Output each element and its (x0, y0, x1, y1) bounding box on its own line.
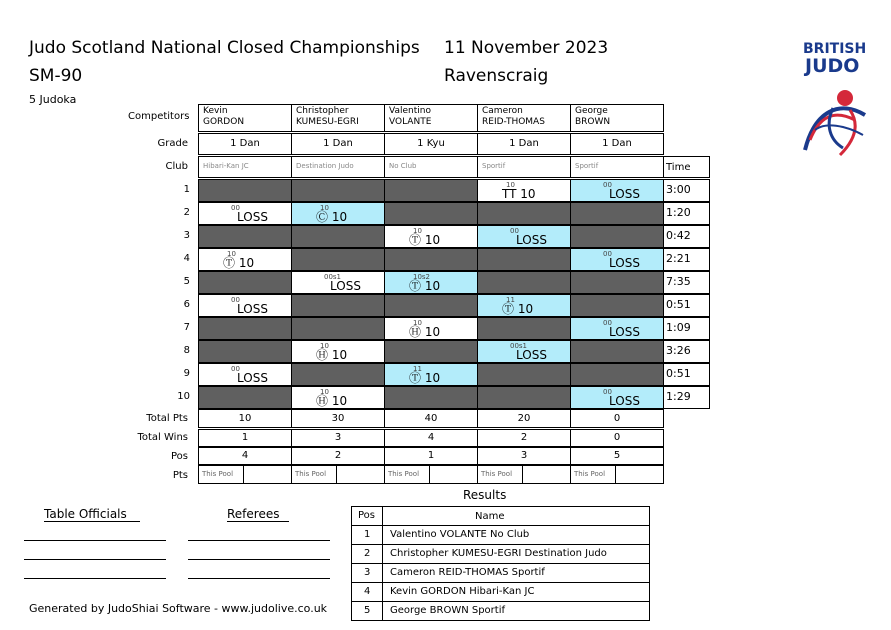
match-score: 10 (320, 204, 329, 212)
match-score: 10 (320, 342, 329, 350)
win-result: Ⓗ 10 (316, 348, 348, 362)
match-score: 10 (413, 227, 422, 235)
match-score: 00 (603, 181, 612, 189)
competitor-last-name: KUMESU-EGRI (296, 117, 359, 127)
competitor-last-name: REID-THOMAS (482, 117, 545, 127)
this-pool-label: This Pool (202, 470, 234, 478)
competitor-header (291, 104, 385, 132)
pos-label: Pos (170, 451, 188, 462)
competitor-club: Sportif (477, 156, 571, 178)
total-pts-value: 30 (291, 409, 385, 428)
total-wins-value: 0 (570, 429, 664, 447)
match-result-cell (477, 294, 571, 317)
empty-match-cell (477, 202, 571, 225)
pts-label: Pts (172, 470, 188, 481)
match-result-cell (384, 225, 478, 248)
win-result: Ⓣ 10 (223, 256, 255, 270)
match-score: 10 (413, 319, 422, 327)
position-value: 2 (291, 447, 385, 465)
empty-match-cell (198, 386, 292, 409)
match-number: 5 (183, 276, 190, 287)
match-score: 11 (506, 296, 515, 304)
competitor-club: Sportif (570, 156, 664, 178)
competitor-first-name: Christopher (296, 106, 349, 116)
competitor-last-name: GORDON (203, 117, 245, 127)
results-header-row (351, 506, 650, 526)
results-row (351, 525, 650, 545)
match-number: 2 (183, 207, 190, 218)
match-time: 1:29 (663, 386, 710, 409)
results-name: Kevin GORDON Hibari-Kan JC (390, 586, 535, 597)
competitor-last-name: VOLANTE (389, 117, 432, 127)
match-time: 0:42 (663, 225, 710, 248)
match-number: 3 (183, 230, 190, 241)
this-pool-divider (429, 466, 430, 484)
win-result: Ⓗ 10 (316, 394, 348, 408)
logo-line2: JUDO (805, 55, 860, 77)
total-pts-value: 0 (570, 409, 664, 428)
results-pos: 3 (364, 567, 371, 578)
results-pos: 5 (364, 605, 371, 616)
total-pts-value: 40 (384, 409, 478, 428)
match-score: 00 (231, 296, 240, 304)
results-col-divider (382, 545, 383, 564)
competitor-club: No Club (384, 156, 478, 178)
this-pool-divider (522, 466, 523, 484)
match-score: 00 (510, 227, 519, 235)
this-pool-cell (384, 465, 478, 484)
match-score: 00 (603, 319, 612, 327)
empty-match-cell (291, 363, 385, 386)
results-col-divider (382, 526, 383, 545)
match-score: 00 (603, 250, 612, 258)
this-pool-divider (243, 466, 244, 484)
empty-match-cell (570, 363, 664, 386)
match-time: 1:20 (663, 202, 710, 225)
total-pts-value: 10 (198, 409, 292, 428)
competitors-label: Competitors (128, 111, 190, 122)
match-time: 0:51 (663, 363, 710, 386)
loss-label: LOSS (516, 233, 547, 247)
results-col-divider (382, 583, 383, 602)
this-pool-divider (336, 466, 337, 484)
logo-line1: BRITISH (803, 41, 867, 57)
empty-match-cell (477, 317, 571, 340)
loss-label: LOSS (516, 348, 547, 362)
time-header: Time (663, 156, 710, 178)
total-pts-label: Total Pts (146, 413, 188, 424)
this-pool-cell (291, 465, 385, 484)
british-judo-logo (795, 40, 875, 160)
results-name: Cameron REID-THOMAS Sportif (390, 567, 545, 578)
empty-match-cell (570, 294, 664, 317)
competitor-header (477, 104, 571, 132)
this-pool-label: This Pool (574, 470, 606, 478)
results-name: Christopher KUMESU-EGRI Destination Judo (390, 548, 607, 559)
match-result-cell (477, 179, 571, 202)
match-result-cell (291, 386, 385, 409)
results-pos: 2 (364, 548, 371, 559)
match-result-cell (477, 340, 571, 363)
match-time: 3:00 (663, 179, 710, 202)
empty-match-cell (477, 271, 571, 294)
club-label: Club (165, 161, 188, 172)
loss-label: LOSS (330, 279, 361, 293)
empty-match-cell (477, 363, 571, 386)
empty-match-cell (198, 225, 292, 248)
results-row (351, 601, 650, 621)
match-time: 1:09 (663, 317, 710, 340)
match-result-cell (291, 271, 385, 294)
results-title: Results (463, 488, 507, 502)
total-wins-value: 4 (384, 429, 478, 447)
empty-match-cell (384, 179, 478, 202)
match-time: 3:26 (663, 340, 710, 363)
empty-match-cell (291, 294, 385, 317)
loss-label: LOSS (237, 371, 268, 385)
results-name: George BROWN Sportif (390, 605, 506, 616)
competitor-first-name: George (575, 106, 608, 116)
loss-label: LOSS (609, 256, 640, 270)
empty-match-cell (198, 317, 292, 340)
match-result-cell (384, 363, 478, 386)
page-title: Judo Scotland National Closed Championships (29, 38, 420, 58)
competitor-first-name: Kevin (203, 106, 228, 116)
match-score: 00s1 (510, 342, 528, 350)
this-pool-divider (615, 466, 616, 484)
match-score: 10 (506, 181, 515, 189)
this-pool-cell (198, 465, 292, 484)
match-score: 10 (227, 250, 236, 258)
match-score: 11 (413, 365, 422, 373)
total-pts-value: 20 (477, 409, 571, 428)
match-result-cell (291, 340, 385, 363)
empty-match-cell (384, 340, 478, 363)
signature-line (188, 540, 330, 541)
competitor-grade: 1 Dan (198, 133, 292, 155)
match-score: 10s2 (413, 273, 431, 281)
match-time: 0:51 (663, 294, 710, 317)
competitor-first-name: Valentino (389, 106, 431, 116)
win-result: Ⓣ 10 (409, 233, 441, 247)
match-score: 00 (231, 365, 240, 373)
match-result-cell (384, 317, 478, 340)
empty-match-cell (570, 340, 664, 363)
total-wins-label: Total Wins (137, 432, 188, 443)
results-name-header: Name (475, 511, 505, 522)
results-col-divider (382, 564, 383, 583)
win-result: Ⓣ 10 (502, 302, 534, 316)
signature-line (188, 578, 330, 579)
competitor-header (384, 104, 478, 132)
position-value: 3 (477, 447, 571, 465)
win-result: Ⓗ 10 (409, 325, 441, 339)
match-number: 7 (183, 322, 190, 333)
empty-match-cell (384, 202, 478, 225)
competitor-grade: 1 Dan (570, 133, 664, 155)
win-result: TT 10 (502, 187, 536, 201)
this-pool-cell (477, 465, 571, 484)
empty-match-cell (477, 248, 571, 271)
win-result: Ⓣ 10 (409, 371, 441, 385)
empty-match-cell (384, 248, 478, 271)
empty-match-cell (570, 225, 664, 248)
signature-line (24, 578, 166, 579)
match-number: 8 (183, 345, 190, 356)
win-result: Ⓣ 10 (409, 279, 441, 293)
results-pos: 4 (364, 586, 371, 597)
empty-match-cell (570, 271, 664, 294)
match-score: 00s1 (324, 273, 342, 281)
empty-match-cell (291, 317, 385, 340)
empty-match-cell (198, 271, 292, 294)
competitor-grade: 1 Dan (477, 133, 571, 155)
match-result-cell (198, 202, 292, 225)
loss-label: LOSS (609, 394, 640, 408)
competitor-club: Hibari-Kan JC (198, 156, 292, 178)
results-pos: 1 (364, 529, 371, 540)
match-result-cell (198, 363, 292, 386)
results-row (351, 544, 650, 564)
position-value: 4 (198, 447, 292, 465)
empty-match-cell (291, 179, 385, 202)
results-pos-header: Pos (358, 510, 376, 521)
results-row (351, 582, 650, 602)
loss-label: LOSS (237, 302, 268, 316)
empty-match-cell (570, 202, 664, 225)
competitor-club: Destination Judo (291, 156, 385, 178)
total-wins-value: 3 (291, 429, 385, 447)
this-pool-label: This Pool (388, 470, 420, 478)
this-pool-cell (570, 465, 664, 484)
match-score: 10 (320, 388, 329, 396)
match-number: 6 (183, 299, 190, 310)
position-value: 1 (384, 447, 478, 465)
signature-line (24, 559, 166, 560)
empty-match-cell (291, 248, 385, 271)
match-score: 00 (603, 388, 612, 396)
match-time: 7:35 (663, 271, 710, 294)
match-score: 00 (231, 204, 240, 212)
total-wins-value: 1 (198, 429, 292, 447)
match-result-cell (291, 202, 385, 225)
grade-label: Grade (157, 138, 188, 149)
match-result-cell (570, 179, 664, 202)
competitor-grade: 1 Kyu (384, 133, 478, 155)
venue: Ravenscraig (444, 66, 549, 86)
match-number: 4 (183, 253, 190, 264)
loss-label: LOSS (609, 325, 640, 339)
loss-label: LOSS (609, 187, 640, 201)
judoka-count: 5 Judoka (29, 93, 77, 106)
match-number: 1 (183, 184, 190, 195)
match-number: 10 (177, 391, 190, 402)
match-result-cell (477, 225, 571, 248)
this-pool-label: This Pool (295, 470, 327, 478)
total-wins-value: 2 (477, 429, 571, 447)
match-result-cell (570, 248, 664, 271)
match-result-cell (570, 317, 664, 340)
referees-label: Referees (227, 507, 289, 522)
footer-credit: Generated by JudoShiai Software - www.judolive.co.uk (29, 602, 328, 615)
competitor-last-name: BROWN (575, 117, 611, 127)
empty-match-cell (198, 340, 292, 363)
table-officials-label: Table Officials (44, 507, 140, 522)
results-col-divider (382, 602, 383, 621)
competitor-header (570, 104, 664, 132)
event-date: 11 November 2023 (444, 38, 609, 58)
signature-line (188, 559, 330, 560)
position-value: 5 (570, 447, 664, 465)
competitor-header (198, 104, 292, 132)
judo-figure-icon (795, 80, 875, 160)
competitor-first-name: Cameron (482, 106, 523, 116)
empty-match-cell (198, 179, 292, 202)
results-row (351, 563, 650, 583)
match-result-cell (198, 294, 292, 317)
win-result: Ⓒ 10 (316, 210, 348, 224)
match-time: 2:21 (663, 248, 710, 271)
empty-match-cell (384, 294, 478, 317)
match-result-cell (384, 271, 478, 294)
this-pool-label: This Pool (481, 470, 513, 478)
competitor-grade: 1 Dan (291, 133, 385, 155)
match-result-cell (198, 248, 292, 271)
results-col-divider (382, 507, 383, 526)
empty-match-cell (291, 225, 385, 248)
weight-category: SM-90 (29, 66, 83, 86)
match-number: 9 (183, 368, 190, 379)
loss-label: LOSS (237, 210, 268, 224)
empty-match-cell (477, 386, 571, 409)
signature-line (24, 540, 166, 541)
match-result-cell (570, 386, 664, 409)
results-name: Valentino VOLANTE No Club (390, 529, 530, 540)
empty-match-cell (384, 386, 478, 409)
